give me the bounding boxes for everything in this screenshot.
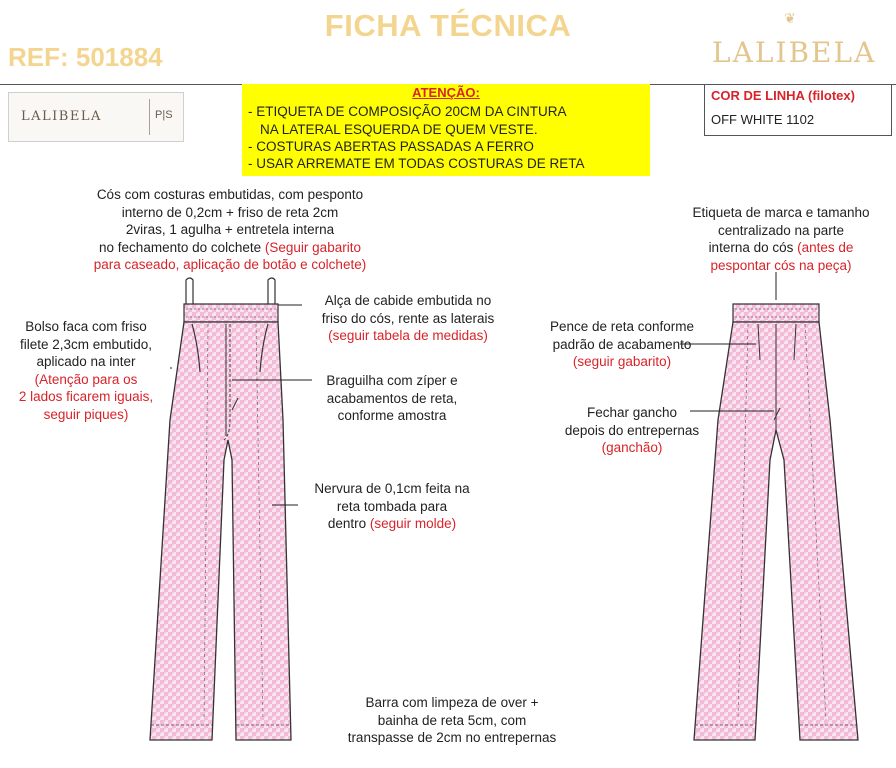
attention-line: - USAR ARREMATE EM TODAS COSTURAS DE RETA (248, 156, 585, 171)
back-waistband (733, 304, 819, 322)
note-bolso: Bolso faca com friso filete 2,3cm embutido, aplicado na inter (Atenção para os 2 lados ficarem iguais, seguir piques) (18, 319, 154, 422)
reference-code: REF: 501884 (8, 42, 163, 72)
back-trousers-drawing (694, 304, 858, 740)
bee-icon: ❦ (784, 10, 796, 26)
note-cos: Cós com costuras embutidas, com pesponto interno de 0,2cm + friso de reta 2cm 2viras, 1 agulha + entretela interna no fechamento do colchete (Seguir gabarito para caseado, aplicação de botão e colchete) (93, 187, 367, 272)
note-barra: Barra com limpeza de over + bainha de reta 5cm, com transpasse de 2cm no entrepernas (347, 695, 557, 745)
page-title: FICHA TÉCNICA (324, 8, 572, 43)
attention-line: - COSTURAS ABERTAS PASSADAS A FERRO (248, 139, 534, 154)
note-alca: Alça de cabide embutida no friso do cós, rente as laterais (seguir tabela de medidas) (321, 293, 495, 343)
note-nervura: Nervura de 0,1cm feita na reta tombada para dentro (seguir molde) (314, 481, 470, 531)
label-logo-suffix: P|S (155, 109, 173, 121)
note-braguilha: Braguilha com zíper e acabamentos de reta, conforme amostra (326, 373, 458, 423)
attention-line: NA LATERAL ESQUERDA DE QUEM VESTE. (260, 122, 538, 137)
note-etiqueta: Etiqueta de marca e tamanho centralizado na parte interna do cós (antes de pespontar cós na peça) (692, 205, 870, 273)
label-logo-name: LALIBELA (21, 109, 102, 124)
brand-logo: LALIBELA (712, 36, 877, 69)
note-gancho: Fechar gancho depois do entrepernas (ganchão) (564, 405, 700, 455)
front-legs (150, 322, 291, 740)
hanger-loop-right (268, 278, 275, 305)
thread-color-title: COR DE LINHA (filotex) (711, 88, 855, 103)
attention-title: ATENÇÃO: (412, 85, 480, 100)
thread-color-value: OFF WHITE 1102 (711, 112, 815, 127)
attention-line: - ETIQUETA DE COMPOSIÇÃO 20CM DA CINTURA (248, 104, 567, 119)
note-pence: Pence de reta conforme padrão de acabamento (seguir gabarito) (549, 319, 695, 369)
hanger-loop-left (186, 278, 193, 305)
front-waistband (184, 304, 278, 322)
front-trousers-drawing (150, 278, 291, 740)
